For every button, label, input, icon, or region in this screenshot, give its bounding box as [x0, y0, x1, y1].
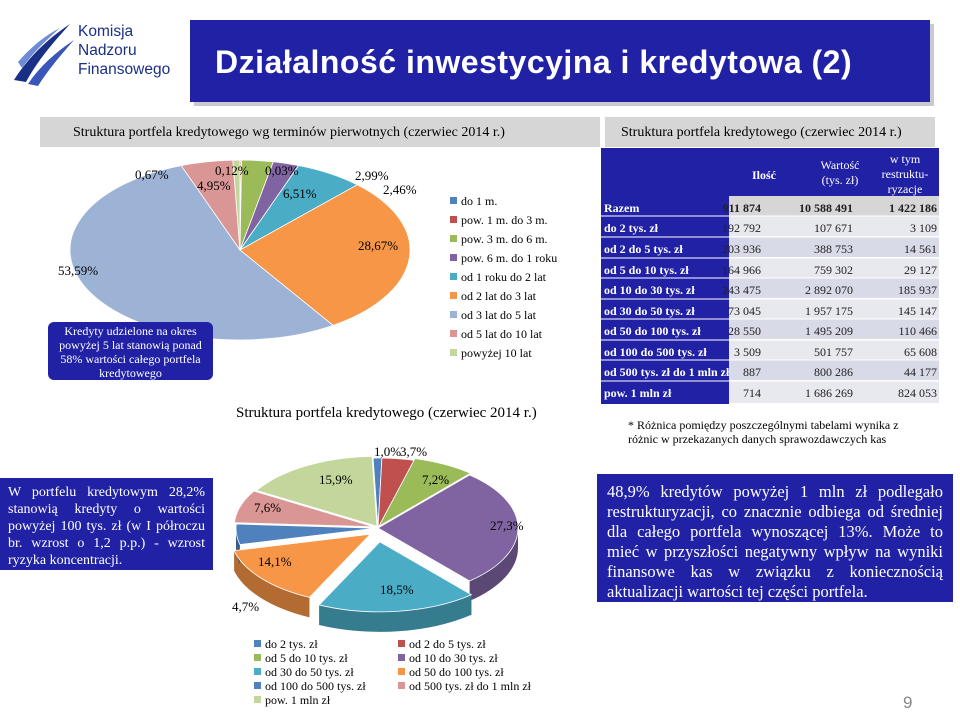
- legend-label: od 3 lat do 5 lat: [461, 308, 536, 322]
- legend-label: do 2 tys. zł: [265, 637, 318, 651]
- pie1-label: 6,51%: [283, 186, 317, 201]
- table-row: od 2 do 5 tys. zł 203 936 388 753 14 561: [604, 242, 937, 256]
- table-row: od 10 do 30 tys. zł 243 475 2 892 070 185 937: [604, 283, 937, 297]
- legend-swatch: [254, 654, 261, 661]
- legend-label: pow. 1 mln zł: [265, 693, 331, 707]
- legend-swatch: [398, 654, 405, 661]
- legend-label: od 50 do 100 tys. zł: [409, 665, 504, 679]
- legend-swatch: [254, 682, 261, 689]
- pie2-label: 27,3%: [490, 518, 524, 533]
- legend-label: pow. 3 m. do 6 m.: [461, 232, 548, 246]
- legend-swatch: [254, 696, 261, 703]
- table-header-restructured: w tym restruktu-ryzacje: [881, 152, 929, 196]
- pie2-label: 3,7%: [400, 444, 428, 459]
- logo-line: Finansowego: [78, 61, 171, 78]
- legend-label: pow. 6 m. do 1 roku: [461, 251, 558, 265]
- legend-label: powyżej 10 lat: [461, 346, 532, 360]
- concentration-note-box: W portfelu kredytowym 28,2% stanowią kredyty o wartości powyżej 100 tys. zł (w I półroczu br. wzrost o 1,2 p.p.) - wzrost ryzyka koncentracji.: [0, 478, 213, 570]
- left-section-title: Struktura portfela kredytowego wg terminów pierwotnych (czerwiec 2014 r.): [73, 125, 505, 140]
- table-row: Razem 911 874 10 588 491 1 422 186: [604, 201, 937, 215]
- legend-label: od 1 roku do 2 lat: [461, 270, 546, 284]
- legend-label: do 1 m.: [461, 194, 498, 208]
- pie2-label: 1,0%: [374, 444, 402, 459]
- legend-label: od 500 tys. zł do 1 mln zł: [409, 679, 531, 693]
- table-header-count: Ilość: [752, 168, 776, 182]
- pie2-legend: [254, 637, 532, 707]
- table-row: od 30 do 50 tys. zł 73 045 1 957 175 145 147: [604, 304, 937, 318]
- table-row: pow. 1 mln zł 714 1 686 269 824 053: [604, 386, 937, 400]
- right-section-title: Struktura portfela kredytowego (czerwiec 2014 r.): [621, 125, 902, 140]
- logo-line: Komisja: [78, 23, 134, 40]
- legend-swatch: [398, 682, 405, 689]
- pie1-label: 53,59%: [58, 263, 99, 278]
- legend-label: od 10 do 30 tys. zł: [409, 651, 498, 665]
- table-row: od 5 do 10 tys. zł 164 966 759 302 29 127: [604, 263, 937, 277]
- pie2-label: 7,6%: [254, 500, 282, 515]
- restructuring-note-box: 48,9% kredytów powyżej 1 mln zł podlegało restrukturyzacji, co znacznie odbiega od średniej dla całego portfela wynoszącej 13%. Może to mieć w przyszłości negatywny wpływ na wyniki finansowe kas w związku z koniecznością aktualizacji wartości tej części portfela.: [597, 474, 953, 602]
- legend-swatch: [254, 640, 261, 647]
- logo-line: Nadzoru: [78, 42, 137, 59]
- legend-label: od 5 do 10 tys. zł: [265, 651, 348, 665]
- pie1-label: 4,95%: [197, 178, 231, 193]
- pie1-label: 28,67%: [358, 238, 399, 253]
- legend-swatch: [254, 668, 261, 675]
- legend-swatch: [398, 668, 405, 675]
- pie1-label: 0,12%: [215, 163, 249, 178]
- legend-label: od 2 do 5 tys. zł: [409, 637, 486, 651]
- table-header-value: Wartość (tys. zł): [820, 158, 860, 187]
- table-row: od 100 do 500 tys. zł 3 509 501 757 65 608: [604, 345, 937, 359]
- legend-swatch: [398, 640, 405, 647]
- pie1-label: 0,67%: [135, 167, 169, 182]
- legend-label: od 30 do 50 tys. zł: [265, 665, 354, 679]
- pie1-label: 2,46%: [383, 182, 417, 197]
- legend-label: od 100 do 500 tys. zł: [265, 679, 366, 693]
- legend-label: od 2 lat do 3 lat: [461, 289, 536, 303]
- table-footnote: * Różnica pomiędzy poszczególnymi tabelami wynika z różnic w przekazanych danych sprawozdawczych kas: [628, 418, 899, 446]
- legend-label: pow. 1 m. do 3 m.: [461, 213, 548, 227]
- table-row: od 50 do 100 tys. zł 28 550 1 495 209 110 466: [604, 324, 937, 338]
- pie2-label: 7,2%: [422, 472, 450, 487]
- table-row: od 500 tys. zł do 1 mln zł 887 800 286 44 177: [604, 365, 937, 379]
- pie1-label: 0,03%: [265, 163, 299, 178]
- pie2-label: 4,7%: [232, 599, 260, 614]
- table-row: do 2 tys. zł 192 792 107 671 3 109: [604, 221, 937, 235]
- pie2-slices: [234, 456, 518, 632]
- page-title: Działalność inwestycyjna i kredytowa (2): [215, 44, 853, 80]
- pie2-title: Struktura portfela kredytowego (czerwiec 2014 r.): [236, 405, 537, 421]
- pie2-label: 14,1%: [258, 554, 292, 569]
- terms-note-box: Kredyty udzielone na okres powyżej 5 lat stanowią ponad 58% wartości całego portfela kredytowego: [48, 322, 213, 380]
- pie1-label: 2,99%: [355, 168, 389, 183]
- pie2-label: 15,9%: [319, 472, 353, 487]
- page-number: 9: [903, 693, 913, 712]
- legend-label: od 5 lat do 10 lat: [461, 327, 542, 341]
- pie2-label: 18,5%: [380, 582, 414, 597]
